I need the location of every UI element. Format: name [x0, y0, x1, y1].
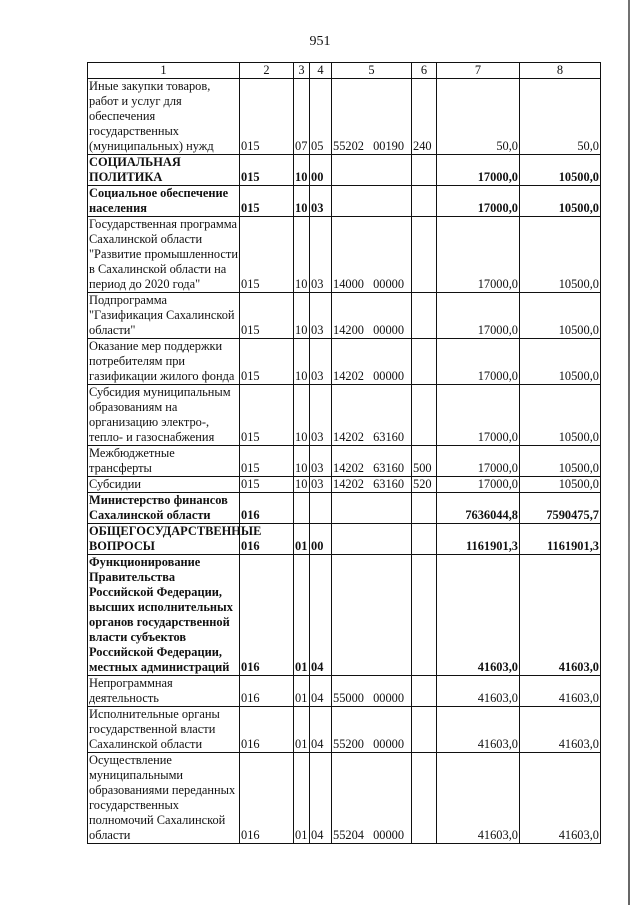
row-section-cell: 01: [294, 524, 310, 555]
table-row: [88, 753, 601, 844]
row-subsection-cell: 03: [310, 385, 332, 446]
row-amount-1-cell: 7636044,8: [437, 493, 520, 524]
row-expense-type-cell: [412, 753, 437, 844]
page-number: 951: [309, 34, 331, 49]
row-name-cell: Субсидии: [88, 477, 240, 493]
row-amount-1-cell: 50,0: [437, 79, 520, 155]
row-target-code-cell: 14202 63160: [332, 446, 412, 477]
table-row: [88, 293, 601, 339]
row-expense-type-cell: 240: [412, 79, 437, 155]
budget-table: [87, 62, 601, 844]
column-header-name: 1: [88, 63, 240, 79]
row-amount-2-cell: 10500,0: [520, 446, 601, 477]
row-amount-2-cell: 41603,0: [520, 555, 601, 676]
row-amount-1-cell: 41603,0: [437, 555, 520, 676]
row-section-cell: 01: [294, 555, 310, 676]
row-section-cell: 10: [294, 385, 310, 446]
scan-edge-line: [628, 0, 630, 905]
row-name-cell: Межбюджетные трансферты: [88, 446, 240, 477]
row-ministry-cell: 015: [240, 477, 294, 493]
row-name-cell: Подпрограмма "Газификация Сахалинской области": [88, 293, 240, 339]
column-header-expense-type: 6: [412, 63, 437, 79]
row-ministry-cell: 015: [240, 155, 294, 186]
row-section-cell: 10: [294, 293, 310, 339]
row-name-cell: Исполнительные органы государственной власти Сахалинской области: [88, 707, 240, 753]
row-ministry-cell: 015: [240, 339, 294, 385]
row-amount-1-cell: 17000,0: [437, 477, 520, 493]
row-name-cell: Социальное обеспечение населения: [88, 186, 240, 217]
row-amount-2-cell: 41603,0: [520, 753, 601, 844]
row-expense-type-cell: [412, 707, 437, 753]
row-section-cell: 10: [294, 217, 310, 293]
column-header-amount-1: 7: [437, 63, 520, 79]
column-header-amount-2: 8: [520, 63, 601, 79]
row-amount-2-cell: 10500,0: [520, 155, 601, 186]
row-target-code-cell: 14202 00000: [332, 339, 412, 385]
column-header-target: 5: [332, 63, 412, 79]
row-target-code-cell: [332, 155, 412, 186]
table-row: [88, 676, 601, 707]
row-amount-1-cell: 1161901,3: [437, 524, 520, 555]
row-subsection-cell: 00: [310, 524, 332, 555]
row-section-cell: 10: [294, 186, 310, 217]
row-amount-2-cell: 10500,0: [520, 186, 601, 217]
table-body: [88, 79, 601, 844]
row-target-code-cell: 55204 00000: [332, 753, 412, 844]
row-section-cell: 01: [294, 676, 310, 707]
table-row: [88, 524, 601, 555]
row-section-cell: 10: [294, 339, 310, 385]
row-section-cell: 01: [294, 753, 310, 844]
row-subsection-cell: 05: [310, 79, 332, 155]
row-amount-2-cell: 10500,0: [520, 339, 601, 385]
row-expense-type-cell: 500: [412, 446, 437, 477]
row-amount-1-cell: 17000,0: [437, 293, 520, 339]
row-name-cell: Министерство финансов Сахалинской области: [88, 493, 240, 524]
table-row: [88, 555, 601, 676]
row-ministry-cell: 015: [240, 446, 294, 477]
row-expense-type-cell: [412, 186, 437, 217]
row-amount-2-cell: 10500,0: [520, 217, 601, 293]
row-subsection-cell: 04: [310, 676, 332, 707]
row-section-cell: 10: [294, 155, 310, 186]
row-section-cell: 01: [294, 707, 310, 753]
row-target-code-cell: 55202 00190: [332, 79, 412, 155]
row-subsection-cell: 04: [310, 753, 332, 844]
row-ministry-cell: 015: [240, 385, 294, 446]
row-ministry-cell: 016: [240, 555, 294, 676]
row-expense-type-cell: [412, 217, 437, 293]
row-name-cell: Государственная программа Сахалинской области "Развитие промышленности в Сахалинской области на период до 2020 года": [89, 217, 238, 291]
row-expense-type-cell: [412, 293, 437, 339]
row-ministry-cell: 016: [240, 493, 294, 524]
row-amount-1-cell: 17000,0: [437, 217, 520, 293]
row-expense-type-cell: [412, 385, 437, 446]
table-row: [88, 385, 601, 446]
table-row: [88, 339, 601, 385]
row-target-code-cell: 55000 00000: [332, 676, 412, 707]
row-amount-1-cell: 41603,0: [437, 753, 520, 844]
row-amount-1-cell: 17000,0: [437, 155, 520, 186]
table-row: [88, 493, 601, 524]
row-amount-2-cell: 7590475,7: [520, 493, 601, 524]
row-target-code-cell: 14202 63160: [332, 385, 412, 446]
row-subsection-cell: 03: [310, 339, 332, 385]
row-amount-2-cell: 10500,0: [520, 385, 601, 446]
row-name-cell: Субсидия муниципальным образованиям на организацию электро-, тепло- и газоснабжения: [88, 385, 240, 446]
row-amount-2-cell: 50,0: [520, 79, 601, 155]
row-subsection-cell: [310, 493, 332, 524]
row-ministry-cell: 016: [240, 524, 294, 555]
row-ministry-cell: 015: [240, 186, 294, 217]
row-target-code-cell: [332, 524, 412, 555]
table-row: [88, 155, 601, 186]
row-ministry-cell: 016: [240, 676, 294, 707]
row-ministry-cell: 016: [240, 707, 294, 753]
column-header-ministry: 2: [240, 63, 294, 79]
table-row: [88, 477, 601, 493]
row-subsection-cell: 03: [310, 186, 332, 217]
row-name-cell: Функционирование Правительства Российской Федерации, высших исполнительных органов государственной власти субъектов Российской Федерации, местных администраций: [88, 555, 240, 676]
row-section-cell: 10: [294, 477, 310, 493]
table-row: [88, 217, 601, 293]
row-subsection-cell: 04: [310, 707, 332, 753]
row-subsection-cell: 03: [310, 217, 332, 293]
row-target-code-cell: [332, 186, 412, 217]
row-expense-type-cell: [412, 339, 437, 385]
table-row: [88, 707, 601, 753]
row-amount-1-cell: 41603,0: [437, 707, 520, 753]
row-ministry-cell: 015: [240, 217, 294, 293]
row-expense-type-cell: [412, 555, 437, 676]
table-row: [88, 186, 601, 217]
row-name-cell: Оказание мер поддержки потребителям при газификации жилого фонда: [88, 339, 240, 385]
row-subsection-cell: 03: [310, 446, 332, 477]
row-amount-2-cell: 41603,0: [520, 707, 601, 753]
table-header-row: [88, 63, 601, 79]
row-ministry-cell: 015: [240, 79, 294, 155]
row-amount-2-cell: 10500,0: [520, 293, 601, 339]
row-amount-2-cell: 41603,0: [520, 676, 601, 707]
row-name-cell: Осуществление муниципальными образованиями переданных государственных полномочий Сахалинской области: [88, 753, 240, 844]
row-target-code-cell: [332, 493, 412, 524]
table-row: [88, 79, 601, 155]
row-target-code-cell: 14200 00000: [332, 293, 412, 339]
row-amount-2-cell: 1161901,3: [520, 524, 601, 555]
row-expense-type-cell: [412, 155, 437, 186]
row-name-cell: Иные закупки товаров, работ и услуг для обеспечения государственных (муниципальных) нужд: [88, 79, 240, 155]
row-expense-type-cell: 520: [412, 477, 437, 493]
row-amount-1-cell: 17000,0: [437, 446, 520, 477]
row-section-cell: 10: [294, 446, 310, 477]
row-amount-2-cell: 10500,0: [520, 477, 601, 493]
row-amount-1-cell: 17000,0: [437, 385, 520, 446]
column-header-subsection: 4: [310, 63, 332, 79]
row-target-code-cell: 14000 00000: [332, 217, 412, 293]
row-name-cell: Непрограммная деятельность: [88, 676, 240, 707]
row-target-code-cell: [332, 555, 412, 676]
row-section-cell: [294, 493, 310, 524]
row-section-cell: 07: [294, 79, 310, 155]
row-expense-type-cell: [412, 493, 437, 524]
row-amount-1-cell: 17000,0: [437, 339, 520, 385]
row-amount-1-cell: 41603,0: [437, 676, 520, 707]
column-header-section: 3: [294, 63, 310, 79]
row-subsection-cell: 04: [310, 555, 332, 676]
row-subsection-cell: 03: [310, 293, 332, 339]
row-subsection-cell: 00: [310, 155, 332, 186]
table-row: [88, 446, 601, 477]
row-ministry-cell: 015: [240, 293, 294, 339]
row-amount-1-cell: 17000,0: [437, 186, 520, 217]
row-ministry-cell: 016: [240, 753, 294, 844]
row-subsection-cell: 03: [310, 477, 332, 493]
row-expense-type-cell: [412, 676, 437, 707]
row-target-code-cell: 55200 00000: [332, 707, 412, 753]
row-name-cell: СОЦИАЛЬНАЯ ПОЛИТИКА: [88, 155, 240, 186]
row-target-code-cell: 14202 63160: [332, 477, 412, 493]
row-expense-type-cell: [412, 524, 437, 555]
row-name-cell: ОБЩЕГОСУДАРСТВЕННЫЕ ВОПРОСЫ: [89, 524, 262, 553]
